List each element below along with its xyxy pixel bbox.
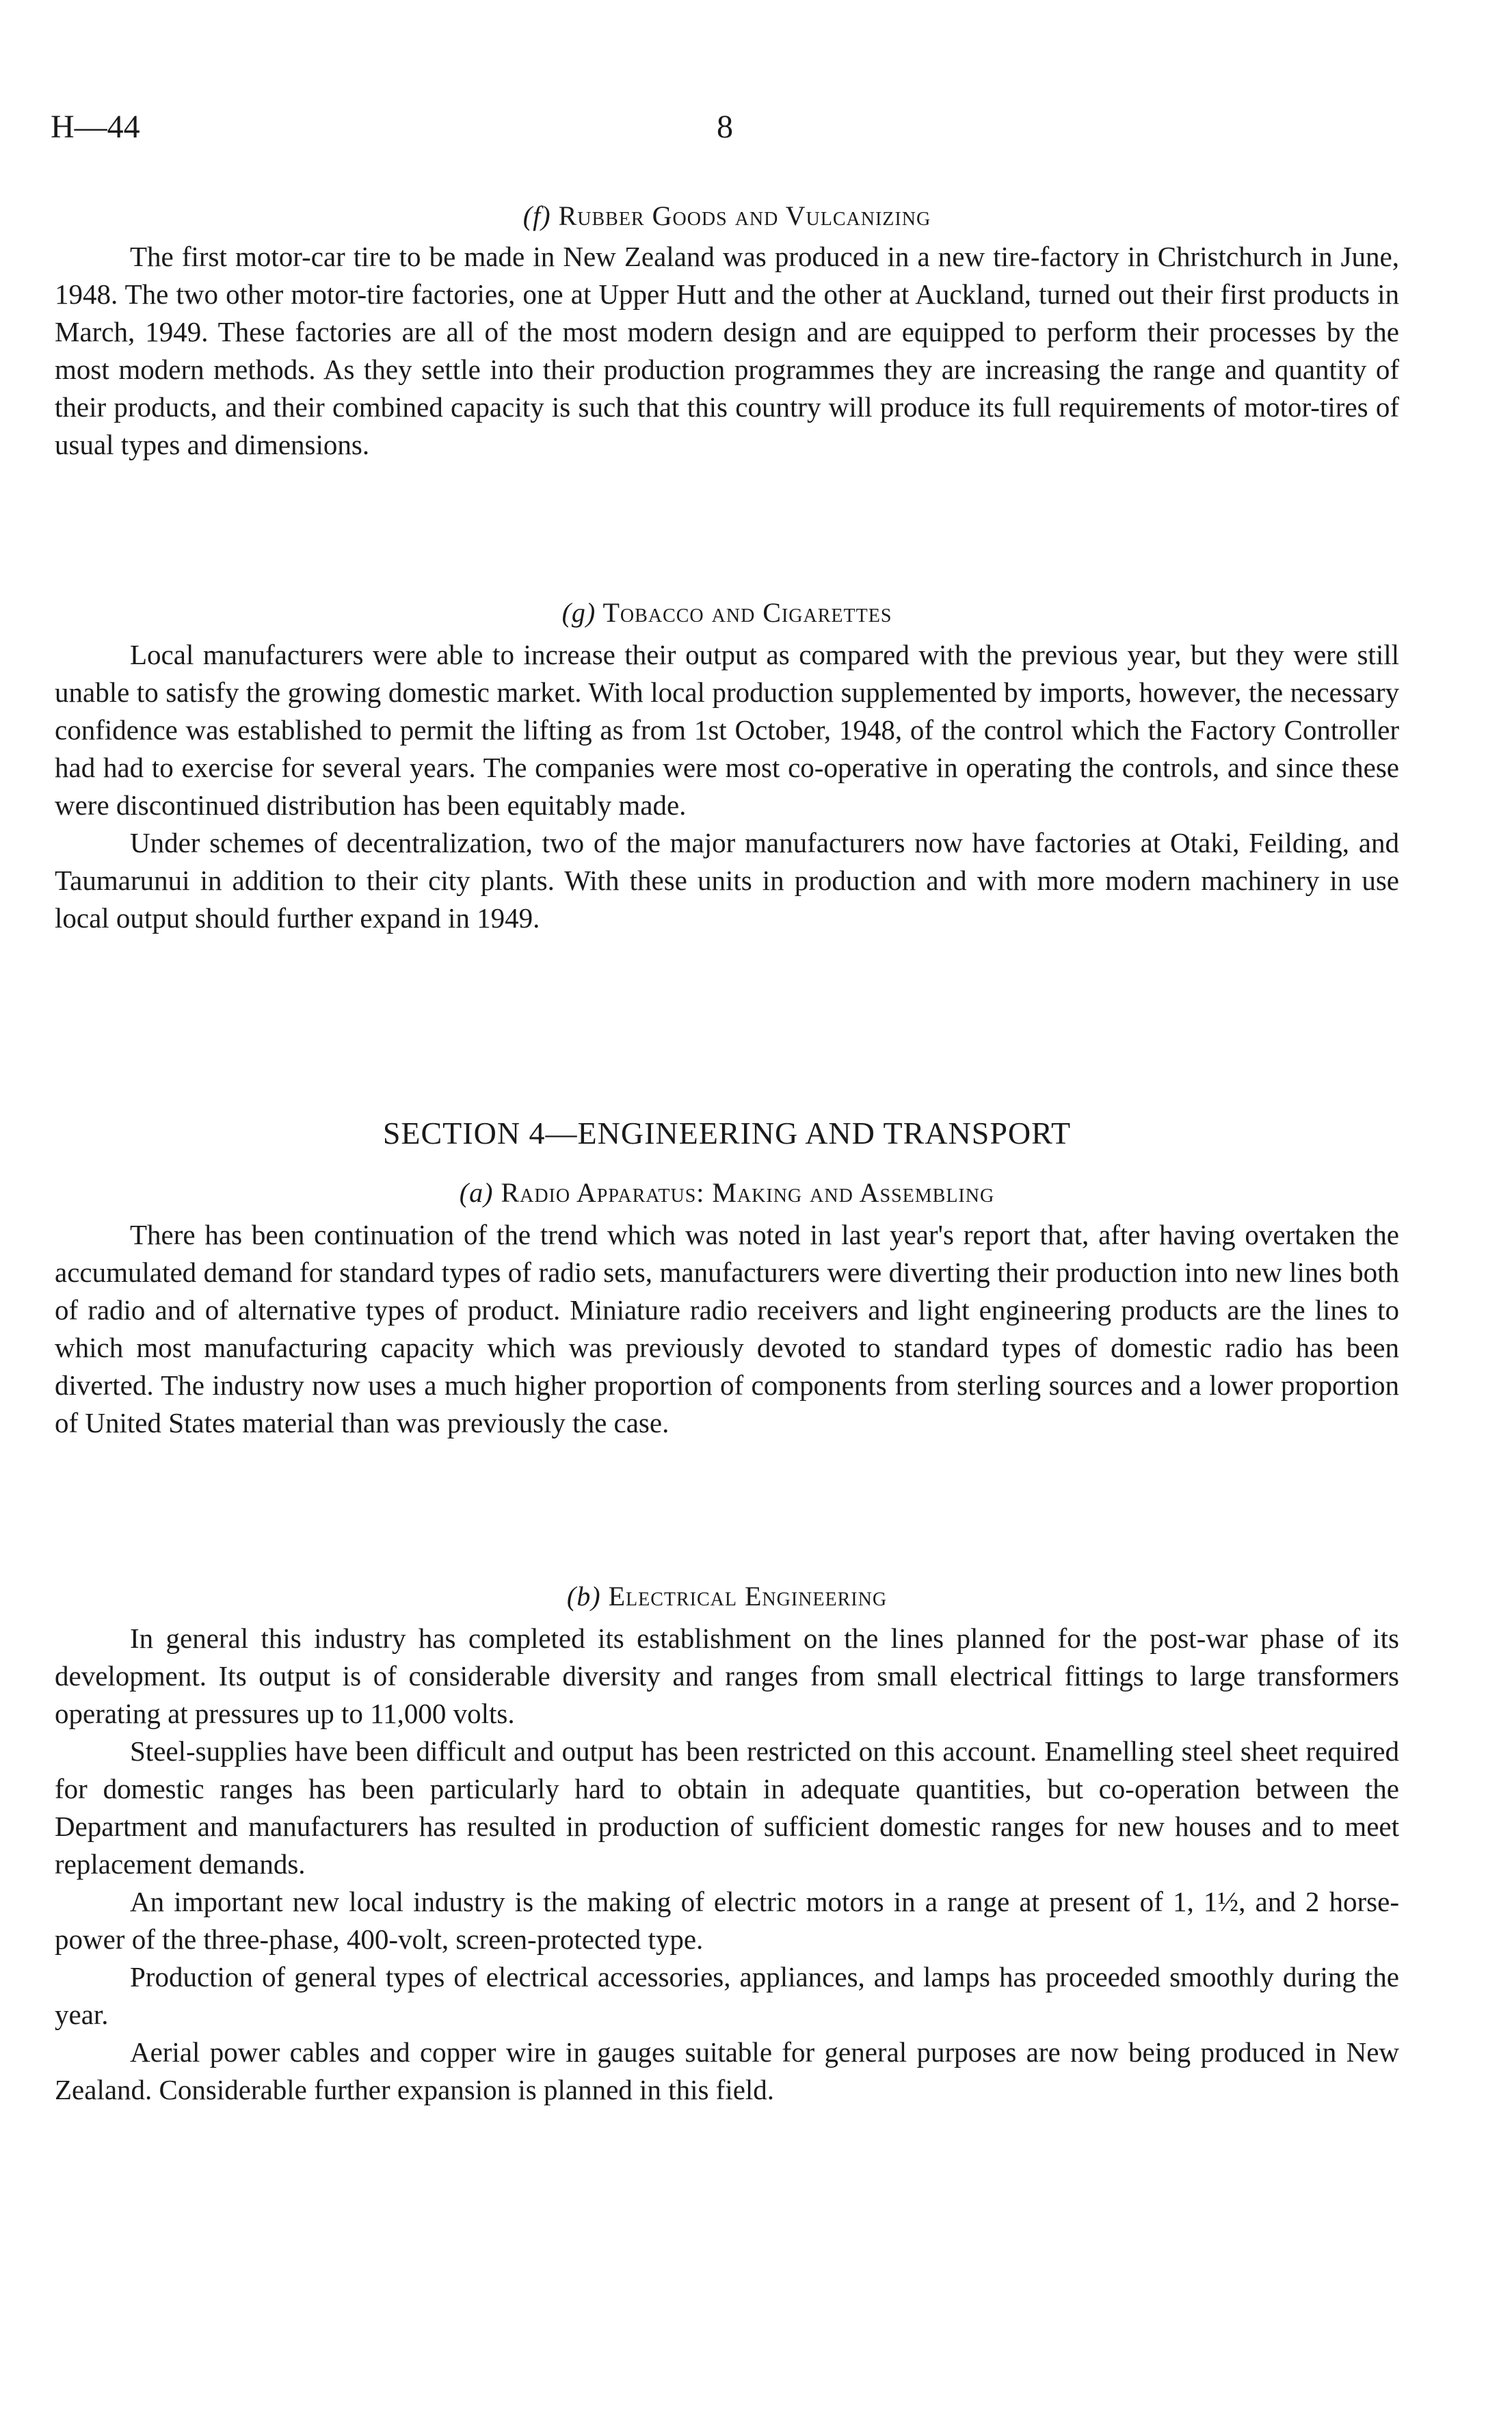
section-rubber-goods-body [55,238,1399,464]
paragraph: Production of general types of electrical accessories, appliances, and lamps has proceeded smoothly during the year. [55,1961,1399,2030]
subhead-mark: (b) [566,1581,601,1612]
section-electrical-body [55,1620,1399,2109]
document-reference: H—44 [51,109,140,145]
section-heading: SECTION 4—ENGINEERING AND TRANSPORT [382,1116,1072,1151]
subhead-title: Radio Apparatus: Making and Assembling [501,1177,995,1208]
paragraph: Aerial power cables and copper wire in gauges suitable for general purposes are now being produced in New Zealand. Considerable further expansion is planned in this field. [55,2036,1399,2105]
paragraph: An important new local industry is the making of electric motors in a range at present of 1, 1½, and 2 horse-power of the three-phase, 400-volt, screen-protected type. [55,1886,1399,1955]
subhead-title: Rubber Goods and Vulcanizing [558,200,931,231]
paragraph: Steel-supplies have been difficult and output has been restricted on this account. Enamelling steel sheet required for domestic ranges has been particularly hard to obtain in adequate quantities, but co-operation between the Department and manufacturers has resulted in production of sufficient domestic ranges for new houses and to meet replacement demands. [55,1735,1399,1880]
subhead-title: Electrical Engineering [608,1581,888,1612]
paragraph: Under schemes of decentralization, two of the major manufacturers now have factories at Otaki, Feilding, and Taumarunui in addition to their city plants. With these units in production and with more modern machinery in use local output should further expand in 1949. [55,827,1399,934]
subhead-rubber-goods [55,200,1399,232]
subhead-title: Tobacco and Cigarettes [602,597,892,628]
subhead-radio-apparatus [55,1177,1399,1209]
paragraph: In general this industry has completed its establishment on the lines planned for the post-war phase of its development. Its output is of considerable diversity and ranges from small electrical fittings to large transformers operating at pressures up to 11,000 volts. [55,1622,1399,1729]
page-number: 8 [717,109,733,145]
section-radio-body [55,1216,1399,1442]
subhead-mark: (a) [459,1177,494,1208]
subhead-tobacco [55,596,1399,629]
paragraph: Local manufacturers were able to increase their output as compared with the previous year, but they were still unable to satisfy the growing domestic market. With local production supplemented by imports, however, the necessary confidence was established to permit the lifting as from 1st October, 1948, of the control which the Factory Controller had had to exercise for several years. The companies were most co-operative in operating the controls, and since these were discontinued distribution has been equitably made. [55,639,1399,821]
paragraph: There has been continuation of the trend which was noted in last year's report that, after having overtaken the accumulated demand for standard types of radio sets, manufacturers were diverting their production into new lines both of radio and of alternative types of product. Miniature radio receivers and light engineering products are the lines to which most manufacturing capacity which was previously devoted to standard types of domestic radio has been diverted. The industry now uses a much higher proportion of components from sterling sources and a lower proportion of United States material than was previously the case. [55,1219,1399,1438]
paragraph: The first motor-car tire to be made in New Zealand was produced in a new tire-factory in Christchurch in June, 1948. The two other motor-tire factories, one at Upper Hutt and the other at Auckland, turned out their first products in March, 1949. These factories are all of the most modern design and are equipped to perform their processes by the most modern methods. As they settle into their production programmes they are increasing the range and quantity of their products, and their combined capacity is such that this country will produce its full requirements of motor-tires of usual types and dimensions. [55,241,1399,460]
section-tobacco-body [55,636,1399,937]
subhead-mark: (f) [522,200,551,231]
subhead-electrical-engineering [55,1580,1399,1612]
subhead-mark: (g) [561,597,596,628]
